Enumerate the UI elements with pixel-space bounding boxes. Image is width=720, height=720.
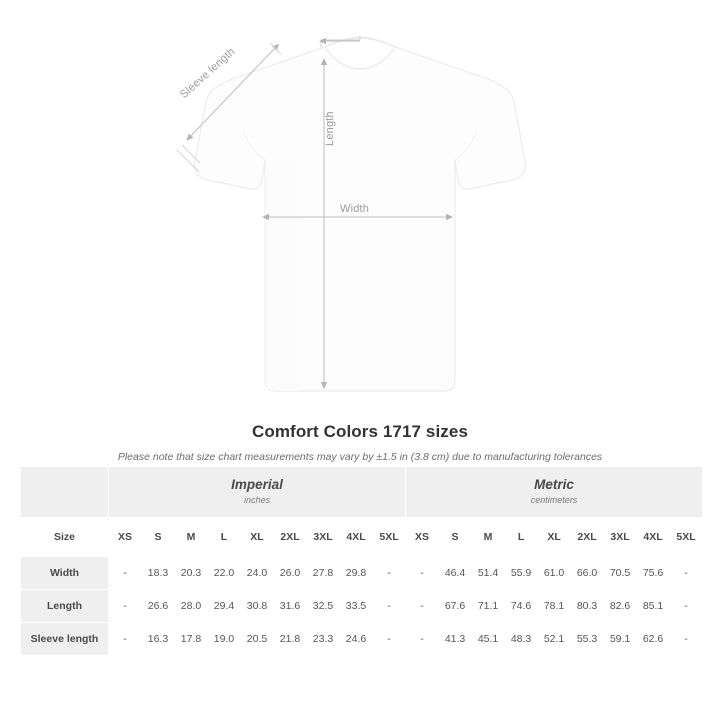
cell-width-metric-xl: 61.0 — [538, 557, 571, 590]
group-unit-metric: centimeters — [530, 495, 578, 506]
cell-width-metric-xs: - — [406, 557, 439, 590]
cell-sleeve-metric-xl: 52.1 — [538, 623, 571, 656]
size-header-imperial-s: S — [142, 518, 175, 557]
size-header-imperial-4xl: 4XL — [340, 518, 373, 557]
cell-length-imperial-3xl: 32.5 — [307, 590, 340, 623]
row-label-sleeve-length: Sleeve length — [21, 623, 109, 656]
cell-width-imperial-5xl: - — [373, 557, 406, 590]
cell-sleeve-imperial-2xl: 21.8 — [274, 623, 307, 656]
cell-length-imperial-5xl: - — [373, 590, 406, 623]
size-table — [20, 466, 703, 656]
cell-sleeve-metric-m: 45.1 — [472, 623, 505, 656]
table-row — [21, 590, 703, 623]
page-title: Comfort Colors 1717 sizes — [251, 422, 468, 441]
cell-length-metric-xl: 78.1 — [538, 590, 571, 623]
cell-sleeve-imperial-4xl: 24.6 — [340, 623, 373, 656]
size-header-metric-l: L — [505, 518, 538, 557]
cell-sleeve-metric-5xl: - — [670, 623, 703, 656]
cell-width-metric-2xl: 66.0 — [571, 557, 604, 590]
group-header-metric — [406, 467, 703, 518]
size-header-metric-xs: XS — [406, 518, 439, 557]
cell-width-metric-s: 46.4 — [439, 557, 472, 590]
row-label-width: Width — [21, 557, 109, 590]
cell-sleeve-imperial-xl: 20.5 — [241, 623, 274, 656]
cell-length-imperial-m: 28.0 — [175, 590, 208, 623]
cell-width-metric-m: 51.4 — [472, 557, 505, 590]
cell-length-metric-3xl: 82.6 — [604, 590, 637, 623]
cell-length-metric-2xl: 80.3 — [571, 590, 604, 623]
cell-sleeve-imperial-s: 16.3 — [142, 623, 175, 656]
unit-group-row — [21, 467, 703, 518]
cell-width-imperial-l: 22.0 — [208, 557, 241, 590]
cell-length-metric-m: 71.1 — [472, 590, 505, 623]
length-label: Length — [324, 111, 336, 146]
cell-sleeve-imperial-3xl: 23.3 — [307, 623, 340, 656]
cell-length-metric-l: 74.6 — [505, 590, 538, 623]
cell-width-imperial-s: 18.3 — [142, 557, 175, 590]
cell-sleeve-imperial-l: 19.0 — [208, 623, 241, 656]
cell-length-metric-4xl: 85.1 — [637, 590, 670, 623]
cell-length-metric-5xl: - — [670, 590, 703, 623]
size-header-metric-s: S — [439, 518, 472, 557]
size-header-metric-5xl: 5XL — [670, 518, 703, 557]
cell-sleeve-imperial-m: 17.8 — [175, 623, 208, 656]
cell-sleeve-metric-2xl: 55.3 — [571, 623, 604, 656]
group-row-corner — [21, 467, 109, 518]
cell-width-metric-l: 55.9 — [505, 557, 538, 590]
cell-length-imperial-xs: - — [109, 590, 142, 623]
cell-length-metric-xs: - — [406, 590, 439, 623]
group-header-imperial — [109, 467, 406, 518]
row-label-length: Length — [21, 590, 109, 623]
size-table-wrapper — [20, 466, 700, 656]
size-header-imperial-5xl: 5XL — [373, 518, 406, 557]
cell-width-imperial-2xl: 26.0 — [274, 557, 307, 590]
size-header-imperial-l: L — [208, 518, 241, 557]
size-header-metric-m: M — [472, 518, 505, 557]
cell-length-imperial-s: 26.6 — [142, 590, 175, 623]
page-subtitle: Please note that size chart measurements may vary by ±1.5 in (3.8 cm) due to manufacturing tolerances — [117, 451, 603, 463]
cell-length-imperial-2xl: 31.6 — [274, 590, 307, 623]
cell-width-metric-5xl: - — [670, 557, 703, 590]
size-header-metric-4xl: 4XL — [637, 518, 670, 557]
size-header-row — [21, 518, 703, 557]
size-header-imperial-xl: XL — [241, 518, 274, 557]
cell-length-imperial-xl: 30.8 — [241, 590, 274, 623]
size-header-metric-2xl: 2XL — [571, 518, 604, 557]
cell-width-imperial-3xl: 27.8 — [307, 557, 340, 590]
cell-width-imperial-4xl: 29.8 — [340, 557, 373, 590]
group-title-imperial: Imperial — [231, 477, 283, 493]
group-title-metric: Metric — [534, 477, 574, 493]
cell-length-imperial-l: 29.4 — [208, 590, 241, 623]
group-unit-imperial: inches — [244, 495, 271, 506]
size-header-imperial-m: M — [175, 518, 208, 557]
width-label: Width — [340, 203, 370, 215]
cell-width-imperial-m: 20.3 — [175, 557, 208, 590]
cell-sleeve-metric-xs: - — [406, 623, 439, 656]
size-header-imperial-2xl: 2XL — [274, 518, 307, 557]
cell-sleeve-metric-s: 41.3 — [439, 623, 472, 656]
cell-width-metric-3xl: 70.5 — [604, 557, 637, 590]
size-header-imperial-xs: XS — [109, 518, 142, 557]
cell-sleeve-metric-l: 48.3 — [505, 623, 538, 656]
sleeve-length-label: Sleeve length — [178, 45, 238, 101]
size-header-metric-xl: XL — [538, 518, 571, 557]
cell-length-metric-s: 67.6 — [439, 590, 472, 623]
size-header-label: Size — [21, 518, 109, 557]
cell-width-imperial-xs: - — [109, 557, 142, 590]
cell-sleeve-metric-4xl: 62.6 — [637, 623, 670, 656]
cell-sleeve-imperial-5xl: - — [373, 623, 406, 656]
cell-sleeve-metric-3xl: 59.1 — [604, 623, 637, 656]
table-row — [21, 623, 703, 656]
cell-length-imperial-4xl: 33.5 — [340, 590, 373, 623]
size-header-metric-3xl: 3XL — [604, 518, 637, 557]
size-header-imperial-3xl: 3XL — [307, 518, 340, 557]
cell-width-imperial-xl: 24.0 — [241, 557, 274, 590]
table-row — [21, 557, 703, 590]
cell-sleeve-imperial-xs: - — [109, 623, 142, 656]
cell-width-metric-4xl: 75.6 — [637, 557, 670, 590]
